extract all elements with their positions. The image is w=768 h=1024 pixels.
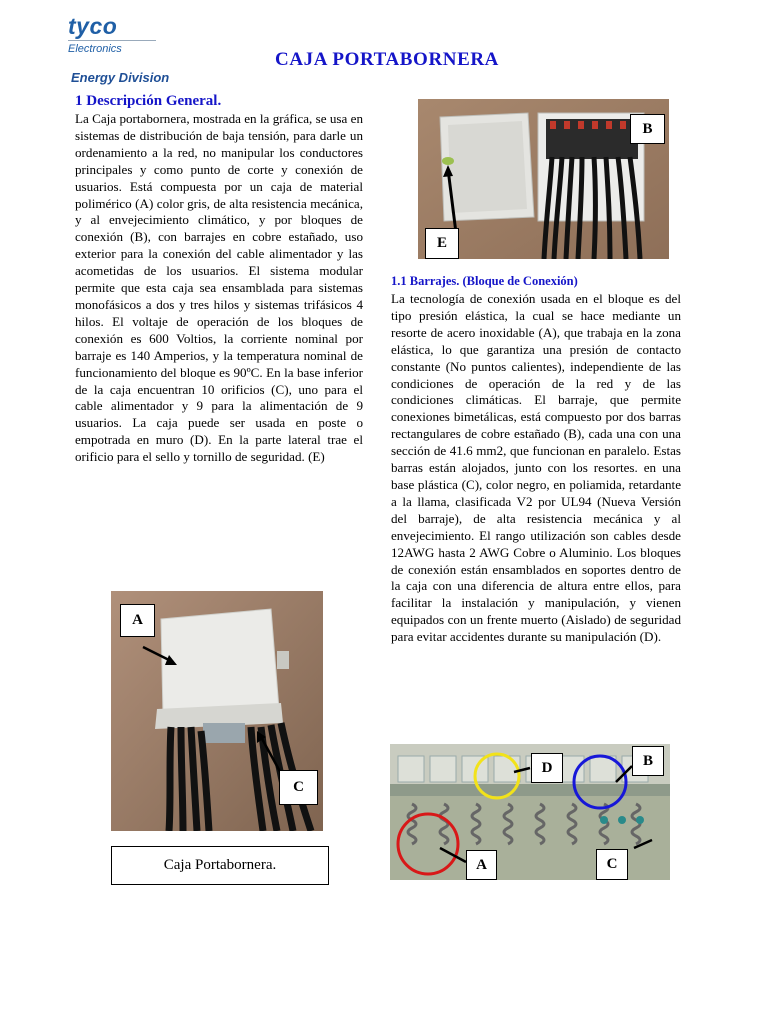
photo-label-d: D <box>531 753 563 783</box>
photo-caption: Caja Portabornera. <box>111 846 329 885</box>
page-title: CAJA PORTABORNERA <box>275 49 499 70</box>
photo-label-a: A <box>120 604 155 637</box>
photo-connection-block <box>390 744 670 880</box>
section-heading-barrajes: 1.1 Barrajes. (Bloque de Conexión) <box>391 274 578 288</box>
photo-label-c2: C <box>596 849 628 880</box>
photo-label-a2: A <box>466 850 497 880</box>
section-heading-general: 1 Descripción General. <box>75 93 222 109</box>
logo-subtitle: Electronics <box>68 43 122 55</box>
photo-label-b: B <box>630 114 665 144</box>
section-body-barrajes: La tecnología de conexión usada en el bloque es del tipo presión elástica, la cual se hace mediante un resorte de acero inoxidable (A), que trabaja en la zona elástica, lo que garantiza una presión de contacto constante (No puntos calientes), independiente de las condiciones de operación de la red y de las condiciones climáticas. El barraje, que permite conexiones bimetálicas, está compuesto por dos barras rectangulares de cobre estañado (B), cada una con una sección de 41.6 mm2, que funcionan en paralelo. Estas barras están alojados, junto con los resortes. en una base plástica (C), color negro, en poliamida, retardante a la llama, clasificada V2 por UL94 (Nueva Versión del barraje), de alta resistencia mecánica y al envejecimiento. El rango utilización son cables desde 12AWG hasta 2 AWG Cobre o Aluminio. Los bloques de conexión están ensamblados en soportes dentro de la caja con una diferencia de altura entre ellos, para facilitar la instalación y manipulación, y vienen equipados con un frente muerto (Aislado) de seguridad para evitar accidentes durante su manipulación (D). <box>391 291 681 645</box>
division-name: Energy Division <box>71 70 170 85</box>
logo-rule <box>68 40 156 41</box>
logo-brand: tyco <box>68 13 118 39</box>
photo-label-e: E <box>425 228 459 259</box>
photo-label-c: C <box>279 770 318 805</box>
tyco-logo <box>68 14 160 55</box>
photo-label-b2: B <box>632 746 664 776</box>
section-body-general: La Caja portabornera, mostrada en la gráfica, se usa en sistemas de distribución de baja tensión, para darle un ordenamiento a la red, no manipular los conductores principales y como punto de corte y conexión de usuarios. Está compuesta por un caja de material polimérico (A) color gris, de alta resistencia mecánica, y al envejecimiento climático, y por bloques de conexión (B), con barrajes en cobre estañado, uso exterior para la conexión del cable alimentador y las acometidas de los usuarios. El sistema modular permite que esta caja sea ensamblada para sistemas monofásicos a dos y tres hilos y sistemas trifásicos 4 hilos. El voltaje de operación de los bloques de conexión es 600 Voltios, la corriente nominal por barraje es 140 Amperios, y la temperatura nominal de funcionamiento del bloque es 90ºC. En la base inferior de la caja encuentran 10 orificios (C), uno para el cable alimentador y 9 para la alimentación de 9 usuarios. La caja puede ser usada en poste o empotrada en muro (D). En la parte lateral trae el orificio para el sello y tornillo de seguridad. (E) <box>75 111 363 465</box>
